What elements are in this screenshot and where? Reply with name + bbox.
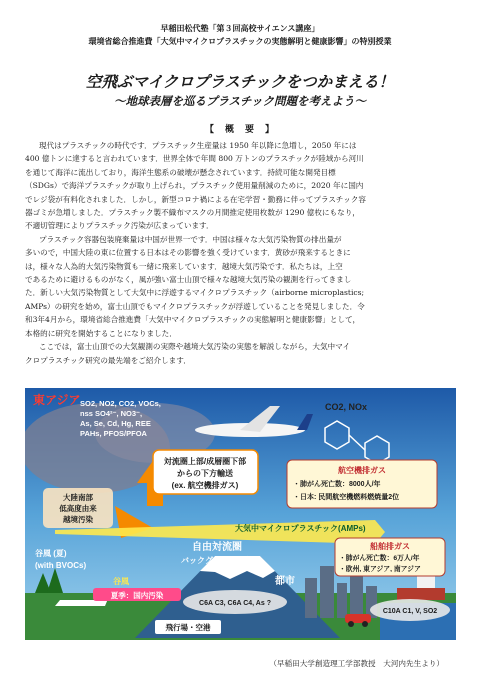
body-line: AMPs）の研究を始め，富士山頂でもマイクロプラスチックが浮遊していることを発見しました．令 (25, 301, 365, 311)
body-line: でレジ袋が有料化されました．しかし，新型コロナ禍による在宅学習・勤務に伴ってプラスチック容 (25, 194, 366, 204)
amps-label: 大気中マイクロプラスチック(AMPs) (235, 524, 366, 533)
body-line: 多いので，中国大陸の東に位置する日本はその影響を強く受けています．黄砂が飛来するときに (25, 248, 351, 258)
ship-exhaust-line-2: ・欧州, 東アジア, 南アジア (339, 566, 421, 573)
aircraft-exhaust-box (287, 460, 437, 508)
body-line: を通じて海洋に流出しており，海洋生態系の破壊が懸念されています．持続可能な開発目標 (25, 167, 336, 177)
ship-exhaust-title: 船舶排ガス (370, 542, 410, 551)
east-asia-label: 東アジア (33, 393, 81, 407)
pollutant-line-2: nss SO4²⁻, NO3⁻, (80, 409, 143, 418)
section-heading: 【 概 要 】 (204, 125, 275, 135)
valley-summer-line-1: 谷風 (夏) (35, 549, 67, 558)
valley-summer-line-2: (with BVOCs) (35, 561, 87, 570)
body-line: クロプラスチック研究の最先端をご紹介します． (25, 355, 191, 365)
summer-domestic-label: 夏季：国内汚染 (110, 591, 164, 600)
transport-box (153, 450, 258, 494)
ship-exhaust-box (335, 538, 445, 576)
mainland-box (43, 488, 113, 528)
body-line: 不適切管理によりプラスチック汚染が広まっています． (25, 221, 214, 231)
figure-caption: （早稲田大学創造理工学部教授 大河内先生より） (269, 659, 444, 668)
pollution-diagram (25, 388, 456, 640)
header-line-2: 環境省総合推進費「大気中マイクロプラスチックの実態解明と健康影響」の特別授業 (88, 37, 392, 46)
pollutant-line-1: SO2, NO2, CO2, VOCs, (80, 399, 161, 408)
body-line: 器ゴミが急増しました．プラスチック製不織布マスクの月間推定使用枚数が 1290 億枚にもなり， (25, 208, 360, 218)
c6a-label: C6A C3, C6A C4, As ? (199, 600, 271, 607)
aircraft-exhaust-line-2: ・日本: 民間航空機燃料燃焼量2位 (293, 494, 400, 501)
aircraft-exhaust-title: 航空機排ガス (338, 466, 386, 475)
ship-exhaust-line-1: ・肺がん死亡数：6万人/年 (339, 555, 420, 562)
c10a-label: C10A C1, V, SO2 (382, 608, 438, 615)
body-line: 現代はプラスチックの時代です．プラスチック生産量は 1950 年以降に急増し，2050 年には (39, 141, 357, 150)
transport-line-2: からの下方輸送 (177, 469, 233, 478)
valley-label: 谷風 (113, 577, 129, 586)
body-line: 本格的に研究を開始することになりました． (25, 328, 177, 338)
body-line: であるために避けるものがなく，風が強い富士山頂で様々な越境大気汚染の観測を行ってきまし (25, 275, 352, 285)
airport-label: 飛行場・空港 (165, 623, 211, 632)
background-air-label: バックグランド大気 (181, 556, 253, 565)
city-label: 都市 (275, 576, 295, 587)
pollutant-line-3: As, Se, Cd, Hg, REE (80, 419, 151, 428)
co2-nox-label: CO2, NOx (325, 402, 368, 412)
pollutant-line-4: PAHs, PFOS/PFOA (80, 429, 147, 438)
mainland-line-1: 大陸南部 (63, 493, 93, 502)
free-troposphere-label: 自由対流圏 (192, 542, 242, 553)
aircraft-exhaust-line-1: ・肺がん死亡数：8000人/年 (293, 481, 381, 488)
page-title: 空飛ぶマイクロプラスチックをつかまえる！ (85, 73, 395, 91)
mainland-line-2: 低高度由来 (59, 504, 97, 513)
body-line: ここでは，富士山頂での大気観測の実際や越境大気汚染の実態を解説しながら，大気中マイ (39, 342, 351, 352)
page-subtitle: ～地球表層を巡るプラスチック問題を考えよう～ (113, 94, 367, 108)
mainland-line-3: 越境汚染 (63, 515, 93, 524)
header-line-1: 早稲田松代塾「第３回高校サイエンス講座」 (160, 24, 320, 33)
body-line: プラスチック容器包装廃棄量は中国が世界一です．中国は様々な大気汚染物質の排出量が (39, 234, 342, 244)
body-text (25, 139, 459, 367)
body-line: 400 億トンに達すると言われています．世界全体で年間 800 万トンのプラスチックが陸域から河川 (25, 154, 364, 164)
body-line: は，様々な人為的大気汚染物質も一緒に飛来しています．越境大気汚染です．私たちは，上空 (25, 261, 343, 271)
body-line: （SDGs）で海洋プラスチックが取り上げられ，プラスチック使用量削減のために，2020 年に国内 (25, 181, 364, 191)
transport-line-3: (ex. 航空機排ガス) (171, 481, 239, 490)
body-line: た．新しい大気汚染物質として大気中に浮遊するマイクロプラスチック（airborne microplastics; (25, 288, 365, 298)
transport-line-1: 対流圏上部/成層圏下部 (163, 457, 247, 466)
body-line: 和3年4月から，環境省総合推進費「大気中マイクロプラスチックの実態解明と健康影響」として， (25, 315, 361, 325)
